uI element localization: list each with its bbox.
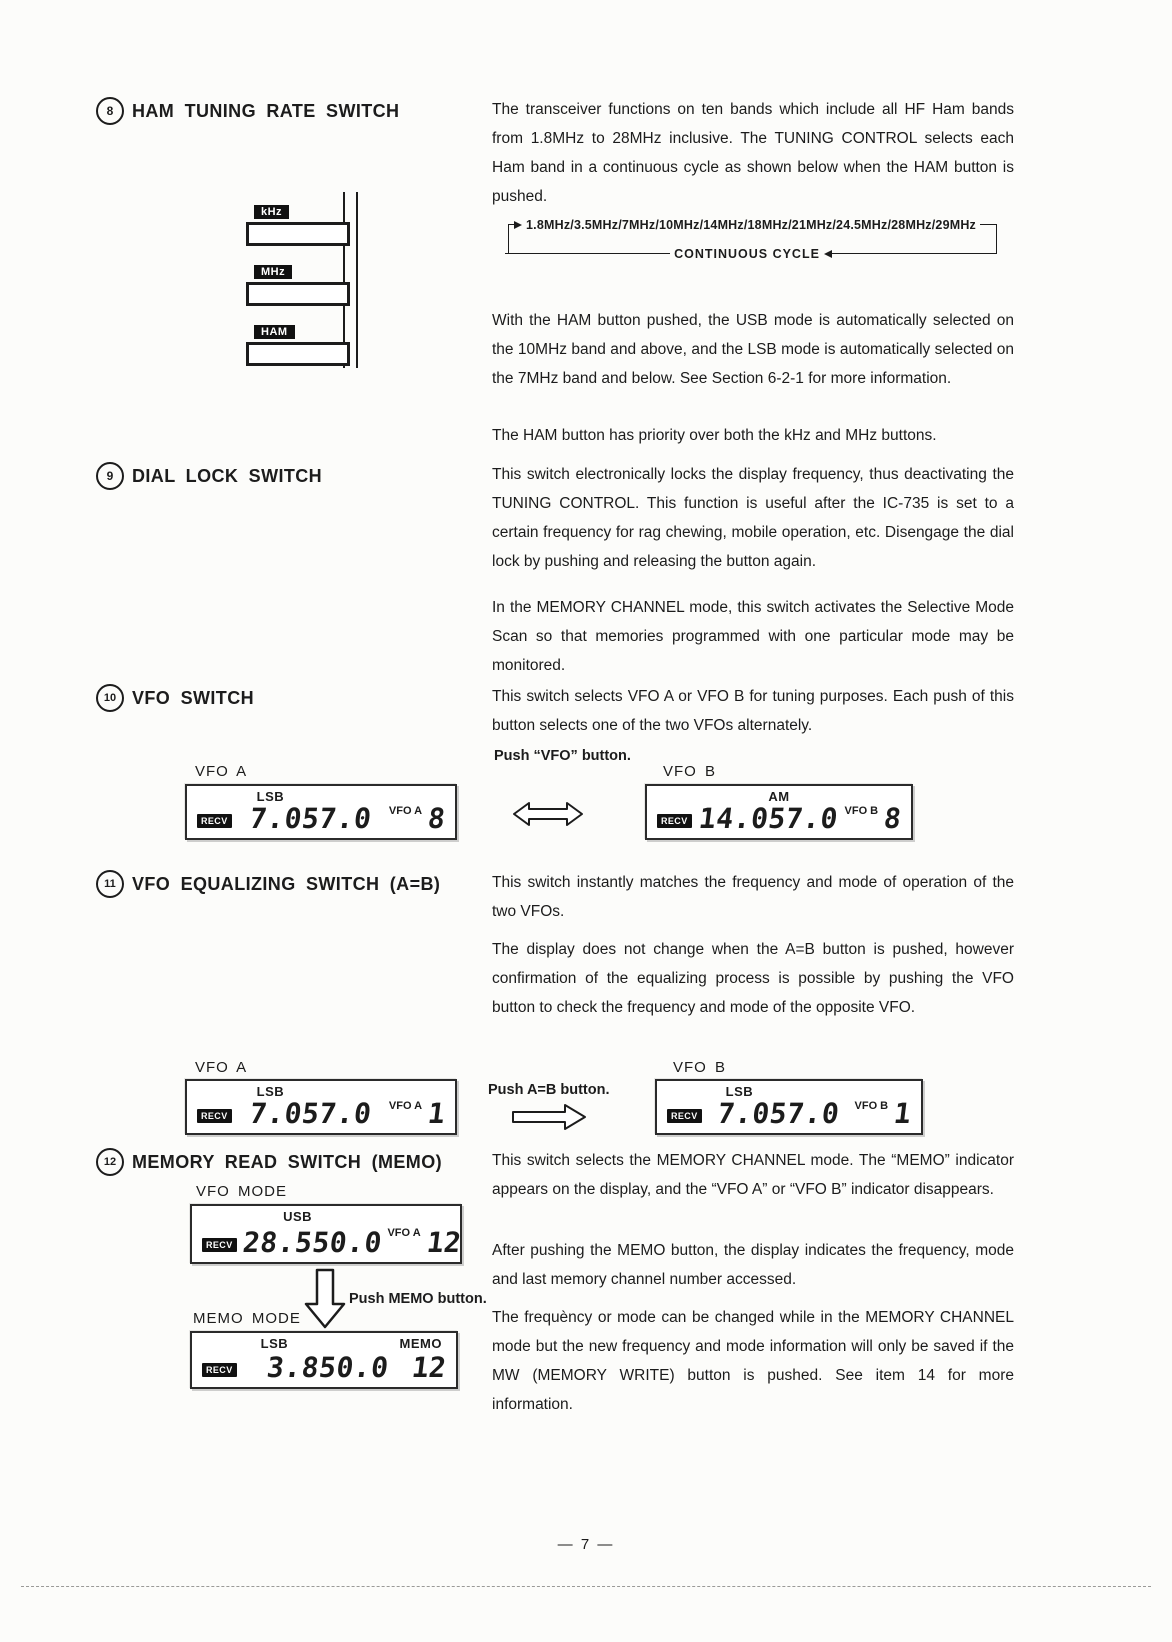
frequency-readout: 7.057.0 [247,1097,374,1130]
section-11-title: VFO EQUALIZING SWITCH (A=B) [132,873,441,894]
section-12-paragraph-3: The frequèncy or mode can be changed while in the MEMORY CHANNEL mode but the new frequency and mode information will only be saved if the MW (MEMORY WRITE) button is pushed. See item 14 for more information. [492,1309,1014,1413]
right-arrowhead-icon [514,221,522,229]
right-arrow-icon [510,1102,588,1132]
channel-readout: 1 [426,1097,448,1130]
recv-indicator: RECV [202,1238,237,1252]
section-8-heading [96,97,399,125]
push-memo-label: Push MEMO button. [349,1291,487,1307]
channel-readout: 8 [426,802,448,835]
channel-readout: 12 [410,1351,449,1384]
left-arrowhead-icon [824,250,832,258]
cycle-line [996,225,997,254]
mhz-button [246,282,350,306]
section-11-paragraph-2: The display does not change when the A=B button is pushed, however confirmation of the equalizing process is possible by pushing the VFO button to check the frequency and mode of the opposite VFO. [492,941,1014,1016]
khz-button [246,222,350,246]
section-11-paragraph-1: This switch instantly matches the frequency and mode of operation of the two VFOs. [492,874,1014,920]
mode-indicator: USB [283,1209,313,1224]
lcd-display-vfo-a-equalize [185,1079,457,1135]
push-vfo-label: Push “VFO” button. [494,748,631,764]
mode-indicator: LSB [256,1084,285,1099]
mode-indicator: LSB [256,789,285,804]
section-11-number: 11 [96,870,124,898]
memo-indicator: MEMO [399,1336,442,1351]
section-8-paragraph-2: With the HAM button pushed, the USB mode is automatically selected on the 10MHz band and above, and the LSB mode is automatically selected on the 7MHz band and below. See Section 6-2-1 for more information. [492,312,1014,387]
ham-button-tag: HAM [254,325,295,339]
khz-button-tag: kHz [254,205,289,219]
section-12-paragraph-2: After pushing the MEMO button, the display indicates the frequency, mode and last memory channel number accessed. [492,1242,1014,1288]
section-10-heading [96,684,254,712]
recv-indicator: RECV [197,1109,232,1123]
recv-indicator: RECV [197,814,232,828]
frequency-readout: 7.057.0 [247,802,374,835]
lcd-display-vfo-mode [190,1204,462,1264]
section-9-heading [96,462,322,490]
cycle-line [508,225,509,254]
channel-readout: 8 [882,802,904,835]
section-12-paragraph-1: This switch selects the MEMORY CHANNEL mode. The “MEMO” indicator appears on the display, and the “VFO A” or “VFO B” indicator disappears. [492,1152,1014,1198]
vfo-b-caption: VFO B [663,763,717,780]
page-bottom-rule [21,1586,1151,1587]
cycle-line [505,253,670,254]
frequency-readout: 3.850.0 [264,1351,391,1384]
memo-mode-caption: MEMO MODE [193,1310,301,1327]
frequency-readout: 28.550.0 [240,1226,384,1259]
section-10-number: 10 [96,684,124,712]
section-10-paragraph-1: This switch selects VFO A or VFO B for tuning purposes. Each push of this button selects one of the two VFOs alternately. [492,688,1014,734]
mode-indicator: AM [768,789,790,804]
section-8-title: HAM TUNING RATE SWITCH [132,100,400,121]
lcd-display-vfo-b-equalize [655,1079,923,1135]
frequency-readout: 7.057.0 [715,1097,841,1130]
section-8-paragraph-3: The HAM button has priority over both the kHz and MHz buttons. [492,427,937,444]
vfo-indicator: VFO B [844,804,879,817]
recv-indicator: RECV [657,814,692,828]
ham-button [246,342,350,366]
frequency-readout: 14.057.0 [696,802,840,835]
mode-indicator: LSB [260,1336,289,1351]
section-9-title: DIAL LOCK SWITCH [132,465,323,486]
section-9-number: 9 [96,462,124,490]
section-12-number: 12 [96,1148,124,1176]
section-9-paragraph-1: This switch electronically locks the display frequency, thus deactivating the TUNING CONTROL. This function is useful after the IC-735 is set to a certain frequency for rag chewing, mobile operation, etc. Disengage the dial lock by pushing and releasing the button again. [492,466,1014,570]
section-9-paragraph-2: In the MEMORY CHANNEL mode, this switch activates the Selective Mode Scan so that memories programmed with one particular mode may be monitored. [492,599,1014,674]
vfo-indicator: VFO A [388,804,423,817]
band-cycle-diagram [505,216,997,262]
mhz-button-tag: MHz [254,265,292,279]
vfo-indicator: VFO A [387,1226,421,1239]
cycle-frequency-list: 1.8MHz/3.5MHz/7MHz/10MHz/14MHz/18MHz/21MHz/24.5MHz/28MHz/29MHz [526,217,977,232]
down-arrow-icon [303,1268,347,1330]
continuous-cycle-label: CONTINUOUS CYCLE [674,246,820,261]
vfo-b-caption: VFO B [673,1059,727,1076]
recv-indicator: RECV [667,1109,702,1123]
section-8-paragraph-1: The transceiver functions on ten bands which include all HF Ham bands from 1.8MHz to 28MHz inclusive. The TUNING CONTROL selects each Ham band in a continuous cycle as shown below when the HAM button is pushed. [492,101,1014,205]
lcd-display-memo-mode [190,1331,458,1389]
section-12-heading [96,1148,442,1176]
section-12-title: MEMORY READ SWITCH (MEMO) [132,1151,442,1172]
lcd-display-vfo-b [645,784,913,840]
channel-readout: 1 [892,1097,914,1130]
lcd-display-vfo-a [185,784,457,840]
vfo-indicator: VFO A [388,1099,423,1112]
vfo-a-caption: VFO A [195,1059,248,1076]
channel-readout: 12 [424,1226,463,1259]
recv-indicator: RECV [202,1363,237,1377]
vfo-a-caption: VFO A [195,763,248,780]
section-8-number: 8 [96,97,124,125]
cycle-line [832,253,997,254]
cycle-line [980,224,997,225]
section-10-title: VFO SWITCH [132,687,254,708]
vfo-mode-caption: VFO MODE [196,1183,288,1200]
push-aeqb-label: Push A=B button. [488,1082,610,1098]
vfo-indicator: VFO B [854,1099,889,1112]
mode-indicator: LSB [725,1084,754,1099]
section-11-heading [96,870,440,898]
page-number: — 7 — [557,1536,615,1553]
tuning-buttons-figure [238,192,364,368]
double-arrow-icon [512,799,584,829]
